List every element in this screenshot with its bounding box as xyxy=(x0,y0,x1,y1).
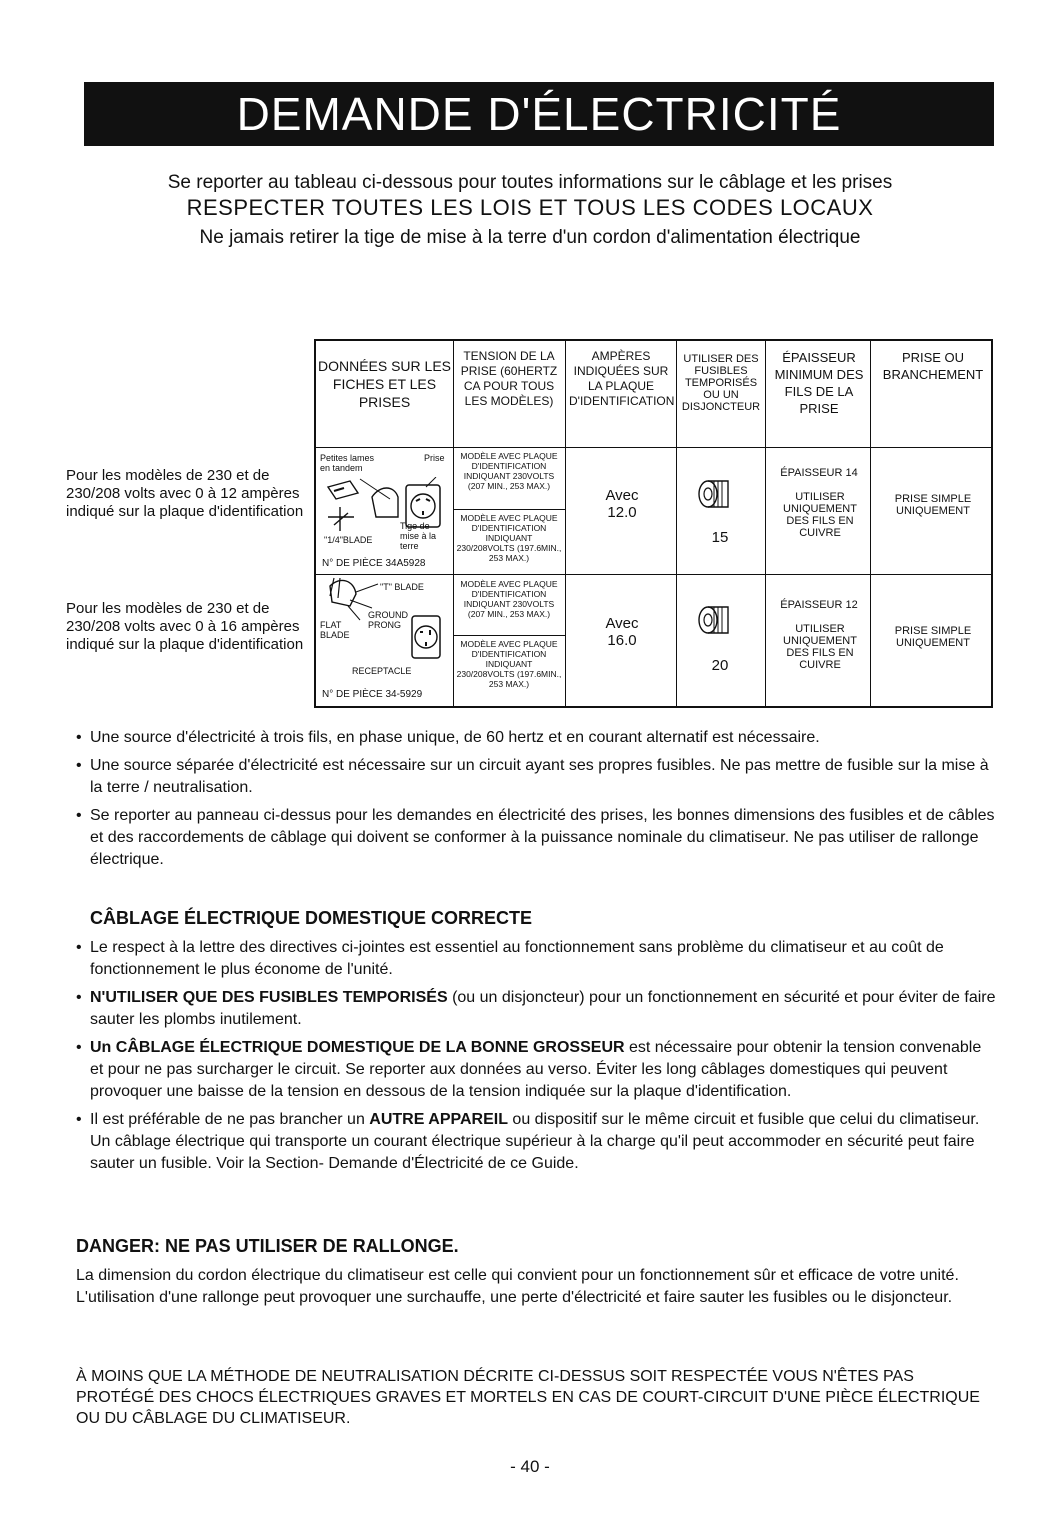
electrical-table xyxy=(314,339,993,708)
fig-piece-34a5928: N° DE PIÈCE 34A5928 xyxy=(322,558,426,569)
prise-row1: PRISE SIMPLE UNIQUEMENT xyxy=(894,493,972,517)
list-item: • Une source d'électricité à trois fils, en phase unique, de 60 hertz et en courant alternatif est nécessaire. xyxy=(76,727,996,749)
fuse-icon xyxy=(696,603,740,637)
fig-flat-blade: FLAT BLADE xyxy=(320,620,350,640)
text: ou dispositif sur le même circuit et fusible que celui du climatiseur. Un câblage électrique qui transporte un courant électrique supérieur à la charge qu'il peut accommoder en sécurité peut faire sauter un fusible. Voir la Section- Demande d'Électricité de ce Guide. xyxy=(90,1111,980,1172)
page-number: - 40 - xyxy=(510,1457,550,1476)
list-item xyxy=(76,1109,996,1175)
header-tension: TENSION DE LA PRISE (60HERTZ CA POUR TOUS LES MODÈLES) xyxy=(460,349,558,408)
fig-prise-label: Prise xyxy=(424,453,445,463)
amperes-row2: Avec 16.0 xyxy=(605,615,639,649)
fuse-icon xyxy=(696,477,740,511)
fig-piece-34-5929: N° DE PIÈCE 34-5929 xyxy=(322,689,423,700)
epaisseur-title-row2: ÉPAISSEUR 12 xyxy=(780,599,858,611)
tension-230v-row2: MODÈLE AVEC PLAQUE D'IDENTIFICATION INDIQUANT 230VOLTS (207 MIN., 253 MAX.) xyxy=(460,579,558,619)
page-title: DEMANDE D'ÉLECTRICITÉ xyxy=(84,82,994,146)
intro-line-3: Ne jamais retirer la tige de mise à la terre d'un cordon d'alimentation électrique xyxy=(199,227,861,248)
danger-heading: DANGER: NE PAS UTILISER DE RALLONGE. xyxy=(76,1236,459,1256)
tension-230-208v-row1: MODÈLE AVEC PLAQUE D'IDENTIFICATION INDIQUANT 230/208VOLTS (197.6MIN., 253 MAX.) xyxy=(456,513,562,563)
amperes-row1: Avec 12.0 xyxy=(605,487,639,521)
wiring-list xyxy=(76,937,996,1181)
fig-receptacle: RECEPTACLE xyxy=(352,666,412,676)
row-label-12a: Pour les modèles de 230 et de 230/208 volts avec 0 à 12 ampères indiqué sur la plaque d'identification xyxy=(66,467,304,520)
text: Il est préférable de ne pas brancher un xyxy=(90,1111,370,1128)
list-item: • Le respect à la lettre des directives ci-jointes est essentiel au fonctionnement sans problème du climatiseur et au coût de fonctionnement le plus économe de l'unité. xyxy=(76,937,996,981)
fig-ground-prong: GROUND PRONG xyxy=(368,610,408,630)
row-label-16a: Pour les modèles de 230 et de 230/208 volts avec 0 à 16 ampères indiqué sur la plaque d'identification xyxy=(66,600,304,653)
intro-line-1: Se reporter au tableau ci-dessous pour toutes informations sur le câblage et les prises xyxy=(167,172,893,193)
epaisseur-text-row2: UTILISER UNIQUEMENT DES FILS EN CUIVRE xyxy=(783,623,857,671)
header-epaisseur: ÉPAISSEUR MINIMUM DES FILS DE LA PRISE xyxy=(774,350,864,416)
fig-tige: Tige de mise à la terre xyxy=(400,521,437,551)
header-fusibles: UTILISER DES FUSIBLES TEMPORISÉS OU UN DISJONCTEUR xyxy=(681,353,761,413)
header-donnees: DONNÉES SUR LES FICHES ET LES PRISES xyxy=(317,358,452,410)
list-item xyxy=(76,987,996,1031)
prise-row2: PRISE SIMPLE UNIQUEMENT xyxy=(894,625,972,649)
section-heading: CÂBLAGE ÉLECTRIQUE DOMESTIQUE CORRECTE xyxy=(90,908,533,928)
bold-text: N'UTILISER QUE DES FUSIBLES TEMPORISÉS xyxy=(90,989,448,1006)
list-item: • Une source séparée d'électricité est nécessaire sur un circuit ayant ses propres fusibles. Ne pas mettre de fusible sur la mise à la terre / neutralisation. xyxy=(76,755,996,799)
danger-text: La dimension du cordon électrique du climatiseur est celle qui convient pour un fonctionnement sûr et efficace de votre unité. L'utilisation d'une rallonge peut provoquer une surchauffe, une perte d'électricité et faire sauter les fusibles ou le disjoncteur. xyxy=(76,1267,959,1306)
list-item xyxy=(76,1037,996,1103)
requirements-list xyxy=(76,727,996,877)
list-item: • Se reporter au panneau ci-dessus pour les demandes en électricité des prises, les bonnes dimensions des fusibles et de câbles et des raccordements de câblage qui doivent se conformer à la puissance nominale du climatiseur. Ne pas utiliser de rallonge électrique. xyxy=(76,805,996,871)
fig-blade: "1/4"BLADE xyxy=(324,535,373,545)
plug-figure-34a5928 xyxy=(316,447,453,574)
fusible-row2: 20 xyxy=(711,657,729,674)
warning-text: À MOINS QUE LA MÉTHODE DE NEUTRALISATION DÉCRITE CI-DESSUS SOIT RESPECTÉE VOUS N'ÊTES PAS PROTÉGÉ DES CHOCS ÉLECTRIQUES GRAVES ET MORTELS EN CAS DE COURT-CIRCUIT D'UNE PIÈCE ÉLECTRIQUE OU DU CÂBLAGE DU CLIMATISEUR. xyxy=(76,1368,980,1427)
intro-line-2: RESPECTER TOUTES LES LOIS ET TOUS LES CODES LOCAUX xyxy=(186,195,874,220)
text: (ou un disjoncteur) pour un fonctionnement en sécurité et pour éviter de faire sauter les plombs inutilement. xyxy=(90,989,996,1028)
fig-petites-lames: Petites lames en tandem xyxy=(320,453,375,473)
header-prise: PRISE OU BRANCHEMENT xyxy=(882,350,984,382)
fusible-row1: 15 xyxy=(711,529,729,546)
bold-text: AUTRE APPAREIL xyxy=(369,1111,508,1128)
tension-230v-row1: MODÈLE AVEC PLAQUE D'IDENTIFICATION INDIQUANT 230VOLTS (207 MIN., 253 MAX.) xyxy=(460,451,558,491)
text: est nécessaire pour obtenir la tension convenable et pour ne pas surcharger le circuit. Se reporter aux données au verso. Éviter les long câblages domestiques qui peuvent provoquer une baisse de la tension en dessous de la tension indiquée sur la plaque d'identification. xyxy=(90,1039,982,1100)
epaisseur-text-row1: UTILISER UNIQUEMENT DES FILS EN CUIVRE xyxy=(783,491,857,539)
plug-figure-34-5929 xyxy=(316,574,453,708)
tension-230-208v-row2: MODÈLE AVEC PLAQUE D'IDENTIFICATION INDIQUANT 230/208VOLTS (197.6MIN., 253 MAX.) xyxy=(456,639,562,689)
header-amperes: AMPÈRES INDIQUÉES SUR LA PLAQUE D'IDENTIFICATION xyxy=(569,349,675,408)
epaisseur-title-row1: ÉPAISSEUR 14 xyxy=(780,467,858,479)
fig-t-blade: "T" BLADE xyxy=(380,582,424,592)
bold-text: Un CÂBLAGE ÉLECTRIQUE DOMESTIQUE DE LA BONNE GROSSEUR xyxy=(90,1039,625,1056)
